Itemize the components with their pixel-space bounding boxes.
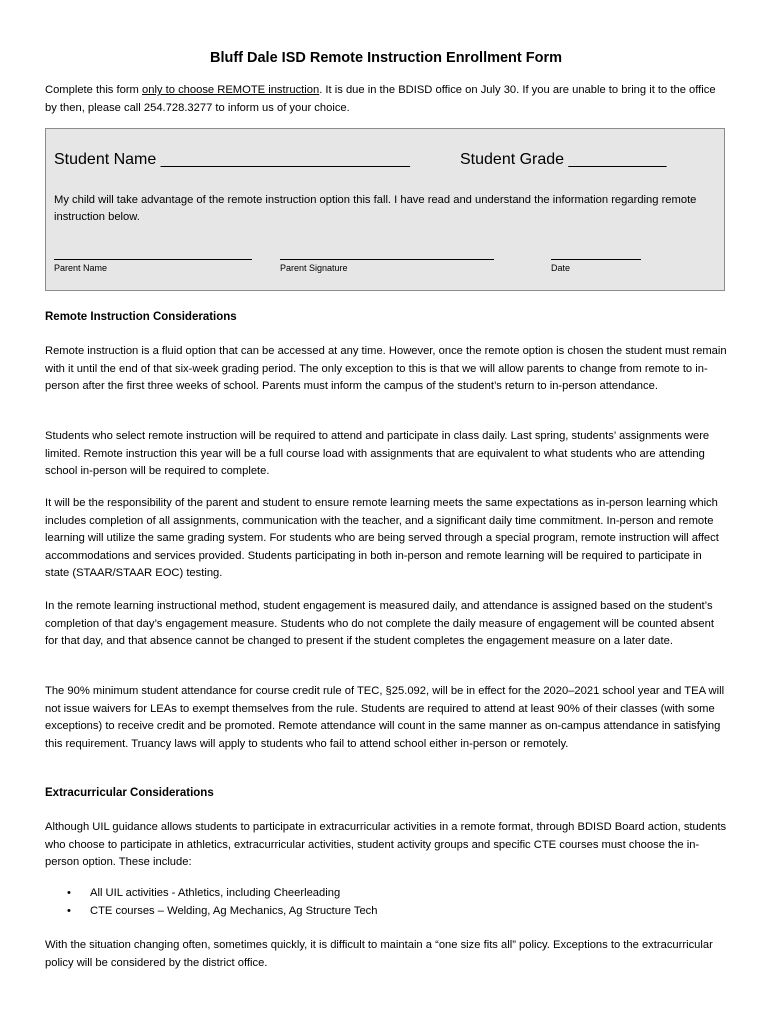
intro-underlined-text: only to choose REMOTE instruction [142, 84, 320, 96]
extracurricular-list [45, 884, 378, 920]
consent-statement: My child will take advantage of the remote instruction option this fall. I have read and understand the information regarding remote instruction below. [54, 194, 697, 223]
parent-signature-line[interactable] [280, 245, 494, 260]
extracurricular-paragraph-2: With the situation changing often, sometimes quickly, it is difficult to maintain a “one size fits all” policy. Exceptions to the extracurricular policy will be considered by the district office. [45, 939, 713, 969]
enrollment-form-box [45, 128, 725, 291]
bullet-icon: • [67, 905, 71, 917]
list-item [45, 902, 378, 920]
bullet-icon: • [67, 887, 71, 899]
parent-signature-block [280, 245, 494, 273]
intro-text-start: Complete this form [45, 84, 142, 96]
date-line[interactable] [551, 245, 641, 260]
extracurricular-paragraph-1: Although UIL guidance allows students to participate in extracurricular activities in a remote format, through BDISD Board action, students who choose to participate in athletics, extracurricular activities, student activity groups and specific CTE courses must choose the in-person option. These include: [45, 821, 727, 868]
parent-name-block [54, 245, 252, 273]
remote-paragraph-2: Students who select remote instruction will be required to attend and participate in class daily. Last spring, students’ assignments were limited. Remote instruction this year will be a full course load with assignments that are equivalent to what students who are attending school in-person will be required to complete. [45, 430, 710, 477]
intro-paragraph [45, 81, 727, 117]
parent-signature-label: Parent Signature [280, 263, 348, 273]
date-block [551, 245, 641, 273]
list-item-text: All UIL activities - Athletics, including Cheerleading [90, 887, 341, 899]
list-item-text: CTE courses – Welding, Ag Mechanics, Ag Structure Tech [90, 905, 378, 917]
remote-paragraph-5: The 90% minimum student attendance for course credit rule of TEC, §25.092, will be in effect for the 2020–2021 school year and TEA will not issue waivers for LEAs to exempt themselves from the rule. Students are required to attend at least 90% of their classes (with some exceptions) to receive credit and be promoted. Remote attendance will count in the same manner as on-campus attendance in satisfying this requirement. Truancy laws will apply to students who fail to attend school either in-person or remotely. [45, 685, 725, 750]
remote-paragraph-1: Remote instruction is a fluid option that can be accessed at any time. However, once the remote option is chosen the student must remain with it until the end of that six-week grading period. The only exception to this is that we will allow parents to change from remote to in-person after the first three weeks of school. Parents must inform the campus of the student’s return to in-person attendance. [45, 345, 727, 392]
parent-name-line[interactable] [54, 245, 252, 260]
extracurricular-considerations-heading: Extracurricular Considerations [45, 787, 214, 799]
page-title: Bluff Dale ISD Remote Instruction Enrollment Form [209, 50, 563, 66]
student-grade-field[interactable]: Student Grade ___________ [460, 151, 667, 168]
remote-paragraph-3: It will be the responsibility of the parent and student to ensure remote learning meets the same expectations as in-person learning which includes completion of all assignments, communication with the teacher, and a significant daily time commitment. In-person and remote learning will utilize the same grading system. For students who are being served through a special program, remote instruction will affect accommodations and services provided. Students participating in both in-person and remote learning will be required to participate in state (STAAR/STAAR EOC) testing. [45, 497, 719, 579]
remote-paragraph-4: In the remote learning instructional method, student engagement is measured daily, and attendance is assigned based on the student’s completion of that day’s engagement measure. Students who do not complete the daily measure of engagement will be counted absent for that day, and that absence cannot be changed to present if the student completes the engagement measure on a later date. [45, 600, 714, 647]
date-label: Date [551, 263, 571, 273]
student-name-field[interactable]: Student Name ____________________________ [54, 151, 410, 168]
list-item [45, 884, 378, 902]
remote-considerations-heading: Remote Instruction Considerations [45, 311, 237, 323]
parent-name-label: Parent Name [54, 263, 108, 273]
intro-text-end: . It is due in the BDISD office on July 30. If you are unable to bring it to the office by then, please call 254.728.3277 to inform us of your choice. [45, 84, 716, 114]
